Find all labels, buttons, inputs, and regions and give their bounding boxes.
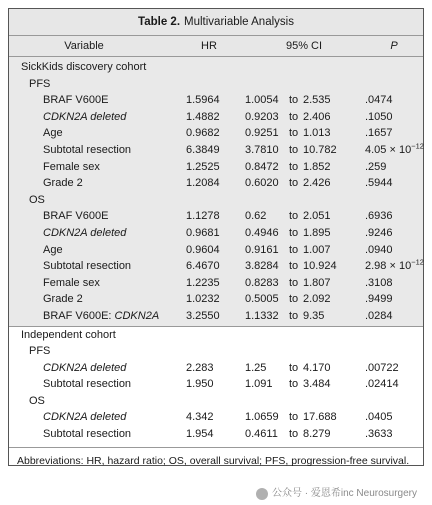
ci-to: to <box>289 260 299 273</box>
p-value: .3108 <box>365 276 393 289</box>
ci-low: 0.9161 <box>245 243 279 256</box>
hr-cell: 1.4882 <box>186 110 220 123</box>
variable-cell <box>43 225 126 242</box>
hr-cell: 6.3849 <box>186 143 220 156</box>
p-cell <box>365 142 424 159</box>
ci-low: 1.1332 <box>245 309 279 322</box>
ci-low: 1.091 <box>245 378 273 391</box>
ci-high: 10.782 <box>303 143 337 156</box>
ci-to: to <box>289 127 299 140</box>
table-row <box>9 142 423 159</box>
variable-cell <box>43 159 100 176</box>
table-row <box>9 360 423 377</box>
ci-low: 0.9203 <box>245 110 279 123</box>
cohort-section <box>9 57 423 326</box>
variable-cell <box>43 258 131 275</box>
ci-to: to <box>289 160 299 173</box>
variable-text: Grade 2 <box>43 177 83 190</box>
ci-high: 2.051 <box>303 210 331 223</box>
p-value: .02414 <box>365 378 399 391</box>
ci-low: 0.4611 <box>245 428 278 441</box>
cohort-section <box>9 326 423 447</box>
table-footnote <box>9 447 423 505</box>
footnote-text: Abbreviations: HR, hazard ratio; OS, overall survival; PFS, progression-free survival. <box>17 454 410 467</box>
p-cell <box>365 360 399 377</box>
p-value: .9246 <box>365 226 393 239</box>
variable-cell <box>43 175 83 192</box>
p-cell <box>365 258 424 275</box>
p-cell <box>365 125 393 142</box>
hr-cell: 1.2525 <box>186 160 220 173</box>
ci-high: 4.170 <box>303 361 331 374</box>
ci-low: 1.25 <box>245 361 267 374</box>
hr-cell: 1.0232 <box>186 293 220 306</box>
ci-to: to <box>289 143 299 156</box>
ci-to: to <box>289 110 299 123</box>
variable-text: CDKN2A deleted <box>43 411 127 424</box>
group-row <box>9 343 423 360</box>
ci-low: 3.8284 <box>245 260 279 273</box>
variable-cell <box>43 426 131 443</box>
ci-high: 2.426 <box>303 177 331 190</box>
p-cell <box>365 242 393 259</box>
ci-to: to <box>289 94 299 107</box>
header-hr: HR <box>201 40 217 52</box>
group-row <box>9 192 423 209</box>
table-row <box>9 242 423 259</box>
table-frame <box>8 8 424 499</box>
ci-high: 1.013 <box>303 127 331 140</box>
ci-high: 2.092 <box>303 293 331 306</box>
hr-cell: 2.283 <box>186 361 214 374</box>
variable-text: Age <box>43 243 63 256</box>
p-value: .9499 <box>365 293 393 306</box>
p-value: .6936 <box>365 210 393 223</box>
p-cell <box>365 92 393 109</box>
ci-to: to <box>289 226 299 239</box>
ci-high: 17.688 <box>303 411 337 424</box>
table-row <box>9 426 423 443</box>
hr-cell: 0.9682 <box>186 127 220 140</box>
variable-text: Grade 2 <box>43 293 83 306</box>
hr-cell: 4.342 <box>186 411 214 424</box>
p-value: .00722 <box>365 361 399 374</box>
ci-to: to <box>289 361 299 374</box>
p-cell <box>365 109 393 126</box>
variable-text: CDKN2A deleted <box>43 110 127 123</box>
group-label: PFS <box>29 77 51 90</box>
variable-text: Subtotal resection <box>43 428 132 441</box>
hr-cell: 1.1278 <box>186 210 220 223</box>
ci-to: to <box>289 309 299 322</box>
p-value: .1050 <box>365 110 393 123</box>
ci-high: 2.406 <box>303 110 331 123</box>
hr-cell: 3.2550 <box>186 309 220 322</box>
variable-text: BRAF V600E <box>43 94 109 107</box>
variable-text: Subtotal resection <box>43 260 132 273</box>
ci-to: to <box>289 293 299 306</box>
p-value: 4.05 × 10 <box>365 143 412 156</box>
variable-text: Subtotal resection <box>43 143 132 156</box>
table-row <box>9 258 423 275</box>
table-row <box>9 409 423 426</box>
ci-to: to <box>289 378 299 391</box>
ci-high: 9.35 <box>303 309 325 322</box>
ci-high: 10.924 <box>303 260 337 273</box>
table-title: Multivariable Analysis <box>184 16 294 28</box>
p-value: .0474 <box>365 94 393 107</box>
p-cell <box>365 409 393 426</box>
ci-high: 3.484 <box>303 378 331 391</box>
p-value: .5944 <box>365 177 393 190</box>
ci-high: 1.007 <box>303 243 331 256</box>
watermark <box>256 487 417 501</box>
ci-low: 0.8283 <box>245 276 279 289</box>
variable-text: Female sex <box>43 160 100 173</box>
cohort-row <box>9 59 423 76</box>
hr-cell: 0.9604 <box>186 243 220 256</box>
p-cell <box>365 308 393 325</box>
variable-italic-text: CDKN2A <box>114 309 160 322</box>
variable-text: CDKN2A deleted <box>43 361 127 374</box>
group-label: OS <box>29 394 45 407</box>
table-row <box>9 109 423 126</box>
p-cell <box>365 225 393 242</box>
variable-cell <box>43 291 83 308</box>
p-cell <box>365 426 393 443</box>
table-row <box>9 92 423 109</box>
variable-cell <box>43 308 159 325</box>
p-value: .3633 <box>365 428 393 441</box>
header-p: P <box>390 40 398 52</box>
ci-low: 3.7810 <box>245 143 279 156</box>
hr-cell: 1.5964 <box>186 94 220 107</box>
p-value: .0284 <box>365 309 393 322</box>
p-cell <box>365 376 399 393</box>
ci-to: to <box>289 243 299 256</box>
group-row <box>9 393 423 410</box>
group-label: PFS <box>29 345 51 358</box>
ci-low: 1.0054 <box>245 94 279 107</box>
wechat-icon <box>256 488 268 500</box>
variable-cell <box>43 109 126 126</box>
table-row <box>9 308 423 325</box>
cohort-label: SickKids discovery cohort <box>21 61 147 73</box>
variable-cell <box>43 242 63 259</box>
hr-cell: 0.9681 <box>186 226 220 239</box>
hr-cell: 6.4670 <box>186 260 220 273</box>
variable-cell <box>43 275 100 292</box>
table-row <box>9 159 423 176</box>
hr-cell: 1.2235 <box>186 276 220 289</box>
table-caption <box>9 9 423 35</box>
cohort-label: Independent cohort <box>21 328 116 341</box>
ci-to: to <box>289 177 299 190</box>
header-ci: 95% CI <box>285 40 323 52</box>
table-row <box>9 275 423 292</box>
variable-text: BRAF V600E: <box>43 309 115 322</box>
ci-to: to <box>289 411 299 424</box>
ci-to: to <box>289 210 299 223</box>
hr-cell: 1.2084 <box>186 177 220 190</box>
p-exponent: −12 <box>411 141 424 151</box>
group-row <box>9 76 423 93</box>
hr-cell: 1.954 <box>186 428 214 441</box>
ci-low: 0.6020 <box>245 177 279 190</box>
table-row <box>9 225 423 242</box>
p-cell <box>365 291 393 308</box>
p-cell <box>365 175 393 192</box>
hr-cell: 1.950 <box>186 378 214 391</box>
p-exponent: −12 <box>411 257 424 267</box>
variable-text: Age <box>43 127 63 140</box>
ci-high: 2.535 <box>303 94 331 107</box>
ci-low: 0.5005 <box>245 293 279 306</box>
variable-cell <box>43 92 108 109</box>
cohort-row <box>9 327 423 344</box>
table-header <box>9 35 423 57</box>
table-row <box>9 125 423 142</box>
ci-low: 0.4946 <box>245 226 279 239</box>
p-value: .259 <box>365 160 387 173</box>
p-value: 2.98 × 10 <box>365 260 412 273</box>
watermark-text: 公众号 · 爱恩希inc Neurosurgery <box>271 487 417 499</box>
variable-text: Female sex <box>43 276 100 289</box>
header-variable: Variable <box>64 40 104 52</box>
p-value: .1657 <box>365 127 393 140</box>
ci-high: 1.895 <box>303 226 331 239</box>
ci-high: 8.279 <box>303 428 331 441</box>
ci-low: 1.0659 <box>245 411 279 424</box>
p-value: .0405 <box>365 411 393 424</box>
ci-low: 0.62 <box>245 210 267 223</box>
group-label: OS <box>29 193 45 206</box>
table-row <box>9 208 423 225</box>
ci-to: to <box>289 276 299 289</box>
variable-cell <box>43 125 63 142</box>
table-row <box>9 175 423 192</box>
ci-high: 1.852 <box>303 160 331 173</box>
ci-low: 0.8472 <box>245 160 279 173</box>
variable-text: BRAF V600E <box>43 210 109 223</box>
variable-cell <box>43 360 126 377</box>
variable-cell <box>43 208 108 225</box>
p-cell <box>365 208 393 225</box>
table-number: Table 2. <box>138 16 181 28</box>
ci-low: 0.9251 <box>245 127 279 140</box>
variable-cell <box>43 409 126 426</box>
table-body <box>9 57 423 447</box>
p-value: .0940 <box>365 243 393 256</box>
ci-high: 1.807 <box>303 276 331 289</box>
variable-text: CDKN2A deleted <box>43 226 127 239</box>
variable-cell <box>43 376 131 393</box>
table-row <box>9 376 423 393</box>
p-cell <box>365 159 386 176</box>
table-row <box>9 291 423 308</box>
ci-to: to <box>289 428 299 441</box>
variable-cell <box>43 142 131 159</box>
p-cell <box>365 275 393 292</box>
variable-text: Subtotal resection <box>43 378 132 391</box>
